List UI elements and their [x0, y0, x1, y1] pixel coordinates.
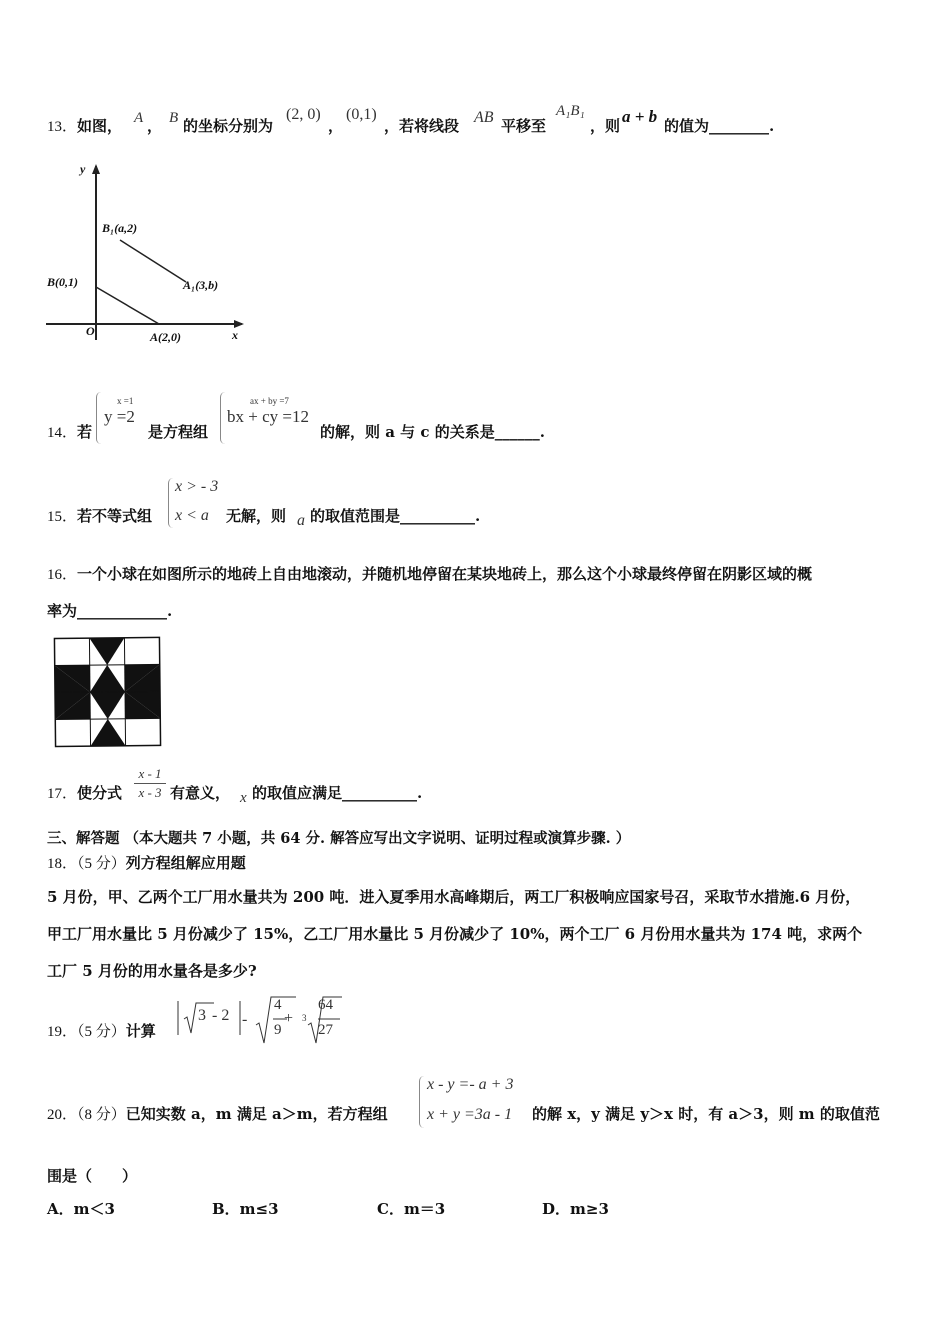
minus-2: - 2 [212, 1007, 230, 1024]
question-16-line-2: 率为____________. [47, 602, 173, 620]
q15-text: 若不等式组 [77, 507, 153, 525]
shaded-triangle [90, 719, 125, 746]
q15-brace [168, 478, 173, 528]
question-number: 16． [47, 567, 78, 583]
segment-a1b1: A₁B₁ [556, 103, 585, 119]
question-18-heading [47, 852, 246, 873]
coordinate-figure [44, 160, 254, 350]
q20-text: 已知实数 a，m 满足 a＞m，若方程组 [125, 1105, 388, 1123]
q17-var: x [240, 790, 247, 806]
option-a[interactable]: A．m＜3 [47, 1200, 115, 1218]
origin-label: O [86, 324, 95, 338]
section-heading: 三、解答题 （本大题共 7 小题，共 64 分. 解答应写出文字说明、证明过程或演算步骤. ） [47, 830, 631, 847]
score: （5 分） [77, 856, 126, 872]
q13-answer-blank: 的值为________. [664, 117, 775, 135]
segment-a1b1-line [120, 240, 186, 282]
q14-text: 若 [77, 423, 93, 441]
question-13 [47, 115, 122, 136]
q18-paragraph-line-1: 5 月份，甲、乙两个工厂用水量共为 200 吨．进入夏季用水高峰期后，两工厂积极响应国家号召，采取节水措施.6 月份， [47, 888, 861, 906]
q14-system-row: bx + cy =12 [227, 407, 309, 426]
q14-solution-top: x =1 [117, 396, 134, 406]
q13-text-4: 平移至 [501, 117, 547, 135]
shaded-triangle [89, 638, 124, 665]
q13-text-3: ，若将线段 [384, 117, 460, 135]
question-number: 19． [47, 1024, 78, 1040]
equation-1: x - y =- a + 3 [427, 1076, 514, 1093]
score: （5 分） [77, 1024, 126, 1040]
q14-system-top: ax + by =7 [250, 396, 289, 406]
q20-brace [419, 1076, 424, 1128]
q14-brace-1 [96, 392, 101, 444]
q19-text: 计算 [125, 1022, 156, 1040]
a1-label: A₁(3,b) [183, 278, 219, 292]
plus-sign: + [284, 1010, 294, 1027]
frac1-numerator: 4 [274, 997, 282, 1013]
q13-text-5: ，则 [590, 117, 621, 135]
question-15 [47, 505, 152, 526]
q17-answer-blank: 的取值应满足__________. [252, 784, 423, 802]
sqrt-3: 3 [198, 1007, 206, 1024]
q20-text-3: 围是（ ） [47, 1167, 138, 1185]
option-d[interactable]: D．m≥3 [542, 1200, 609, 1218]
x-axis-arrow-icon [234, 320, 244, 328]
question-number: 13． [47, 119, 78, 135]
question-number: 18． [47, 856, 78, 872]
question-17 [47, 782, 122, 803]
option-b[interactable]: B．m≤3 [212, 1200, 279, 1218]
inequality-2: x < a [175, 507, 209, 524]
y-axis-arrow-icon [92, 164, 100, 174]
q18-paragraph-line-3: 工厂 5 月份的用水量各是多少? [47, 962, 257, 980]
frac2-numerator: 64 [318, 997, 333, 1013]
b1-label: B₁(a,2) [102, 221, 138, 235]
q15-text-2: 无解，则 [226, 507, 287, 525]
q17-text-2: 有意义， [170, 784, 231, 802]
cube-root-index: 3 [302, 1013, 307, 1023]
question-number: 20． [47, 1107, 78, 1123]
coord-b: (0,1) [346, 106, 377, 123]
q13-sep: ， [147, 117, 163, 135]
question-20 [47, 1103, 388, 1124]
fraction-numerator: x - 1 [138, 766, 162, 781]
tile-grid-figure [52, 634, 164, 752]
minus-sign: - [242, 1011, 248, 1028]
question-19 [47, 1020, 156, 1041]
q15-answer-blank: 的取值范围是__________. [310, 507, 481, 525]
question-number: 15． [47, 509, 78, 525]
frac1-denominator: 9 [274, 1022, 282, 1038]
point-b-label: B [169, 110, 179, 126]
expr-a-plus-b: a + b [622, 107, 658, 126]
q14-solution-row: y =2 [104, 407, 135, 426]
fraction-denominator: x - 3 [138, 785, 162, 800]
q13-text-2: 的坐标分别为 [183, 117, 274, 135]
segment-ab-line [96, 287, 159, 324]
coord-a: (2, 0) [286, 106, 321, 123]
shaded-triangle [90, 692, 125, 719]
question-16-line-1 [47, 563, 812, 584]
y-axis-label: y [80, 162, 86, 176]
score: （8 分） [77, 1107, 126, 1123]
shaded-triangle [90, 665, 125, 692]
q13-text: 如图， [77, 117, 123, 135]
q14-text-3: 的解，则 a 与 c 的关系是______. [320, 423, 545, 441]
q14-text-2: 是方程组 [148, 423, 209, 441]
q15-var: a [297, 512, 305, 529]
q16-text: 一个小球在如图所示的地砖上自由地滚动，并随机地停留在某块地砖上，那么这个小球最终停留在阴影区域的概 [77, 565, 813, 583]
segment-ab: AB [474, 109, 494, 126]
q17-text: 使分式 [77, 784, 123, 802]
point-a-label: A [134, 110, 144, 126]
question-14 [47, 421, 92, 442]
option-c[interactable]: C．m＝3 [377, 1200, 446, 1218]
inequality-1: x > - 3 [175, 478, 219, 495]
equation-2: x + y =3a - 1 [427, 1106, 513, 1123]
question-number: 14． [47, 425, 78, 441]
fraction [134, 766, 166, 801]
x-axis-label: x [232, 328, 238, 342]
q14-brace-2 [220, 392, 225, 444]
b-label: B(0,1) [47, 275, 78, 289]
question-number: 17． [47, 786, 78, 802]
frac2-denominator: 27 [318, 1022, 333, 1038]
fraction-bar [134, 783, 166, 784]
q13-sep-2: ， [328, 117, 344, 135]
q20-text-2: 的解 x，y 满足 y＞x 时，有 a＞3，则 m 的取值范 [532, 1105, 880, 1123]
a-label: A(2,0) [150, 330, 181, 344]
q18-paragraph-line-2: 甲工厂用水量比 5 月份减少了 15%，乙工厂用水量比 5 月份减少了 10%，两个工厂 6 月份用水量共为 174 吨，求两个 [47, 925, 863, 943]
q18-title: 列方程组解应用题 [125, 854, 246, 872]
